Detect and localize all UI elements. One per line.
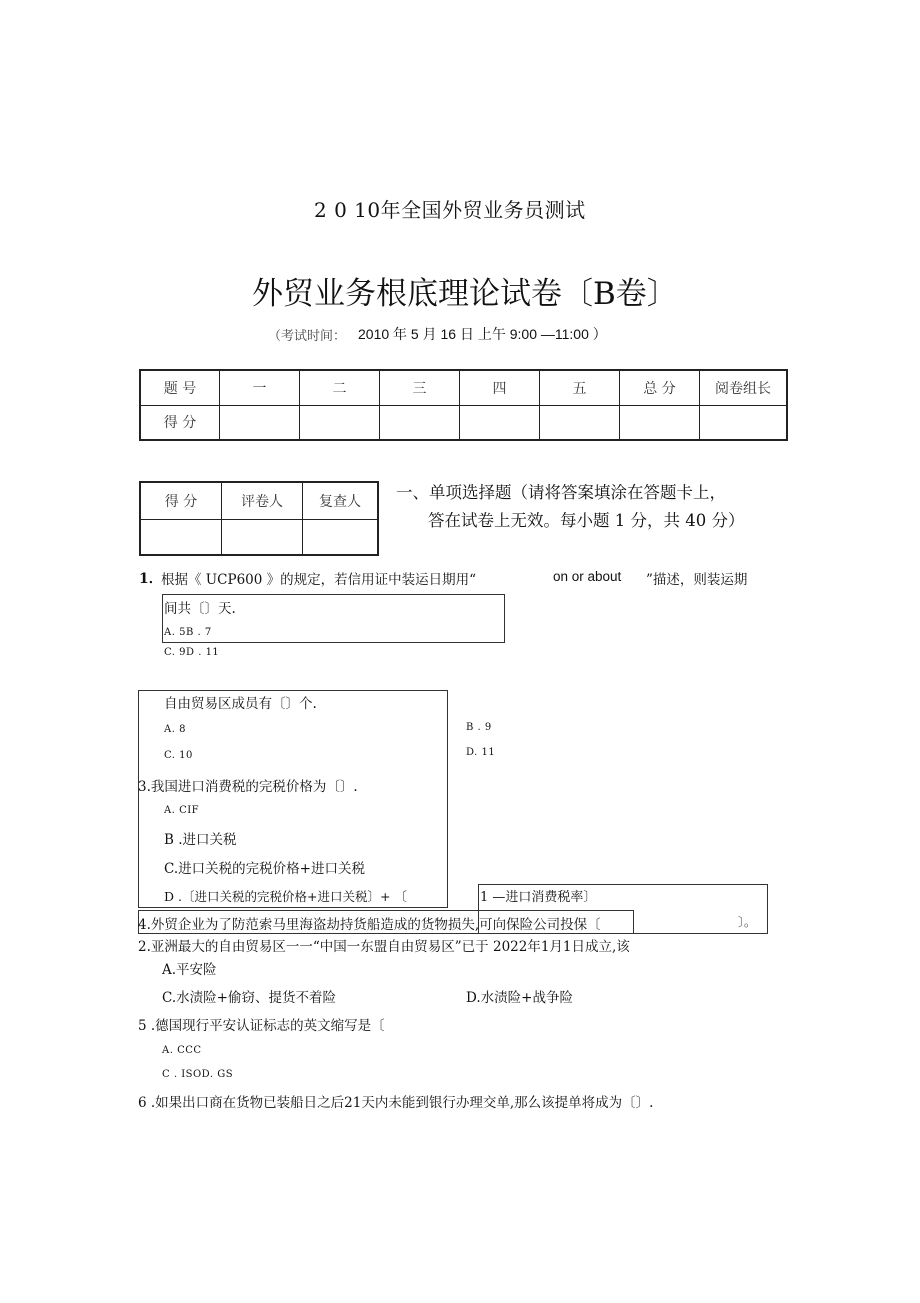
- question-4-option-c[interactable]: C.水渍险+偷窃、提货不着险: [162, 990, 336, 1006]
- question-3-option-c[interactable]: C.进口关税的完税价格+进口关税: [164, 861, 365, 877]
- grader-header-cell: 评卷人: [222, 482, 303, 519]
- question-1-text-end: ”描述，则装运期: [646, 572, 748, 588]
- question-2-option-c[interactable]: C. 10: [164, 750, 193, 761]
- question-2-option-a[interactable]: A. 8: [164, 724, 186, 735]
- score-header-cell: 二: [300, 370, 380, 405]
- question-4-text: 4.外贸企业为了防范索马里海盗劫持货船造成的货物损失,可向保险公司投保〔: [138, 917, 601, 933]
- score-cell[interactable]: [700, 405, 788, 440]
- score-header-cell: 题 号: [140, 370, 220, 405]
- question-3-option-a[interactable]: A. CIF: [164, 805, 200, 816]
- score-table: [139, 369, 788, 441]
- grader-cell[interactable]: [222, 519, 303, 555]
- question-1-number: 1．: [139, 571, 163, 587]
- question-1-option[interactable]: A. 5B . 7: [164, 627, 212, 638]
- question-1-english: on or about: [553, 569, 622, 584]
- question-4-tail: 〕。: [738, 915, 757, 929]
- score-header-cell: 阅卷组长: [700, 370, 788, 405]
- question-3-option-d[interactable]: D .〔进口关税的完税价格+进口关税〕+ 〔: [164, 889, 407, 904]
- question-2-option-b[interactable]: B . 9: [466, 722, 492, 733]
- score-header-cell: 四: [460, 370, 540, 405]
- score-cell[interactable]: [380, 405, 460, 440]
- score-cell[interactable]: [220, 405, 300, 440]
- grader-header-cell: 复查人: [303, 482, 379, 519]
- question-4-option-d[interactable]: D.水渍险+战争险: [466, 990, 573, 1006]
- grader-cell[interactable]: [140, 519, 222, 555]
- score-header-cell: 一: [220, 370, 300, 405]
- section-heading: 一、单项选择题（请将答案填涂在答题卡上，: [396, 483, 726, 502]
- score-header-cell: 三: [380, 370, 460, 405]
- question-3-option-b[interactable]: B .进口关税: [164, 832, 237, 848]
- question-1-text: 根据《 UCP600 》的规定，若信用证中装运日期用“: [161, 572, 477, 588]
- score-header-cell: 总 分: [620, 370, 700, 405]
- score-header-cell: 五: [540, 370, 620, 405]
- section-heading-line2: 答在试卷上无效。每小题 1 分，共 40 分）: [428, 511, 745, 530]
- question-3-text: 3.我国进口消费税的完税价格为〔〕.: [138, 779, 358, 795]
- question-1-option[interactable]: C. 9D . 11: [164, 647, 220, 658]
- question-1-text-line2: 间共〔〕天.: [164, 601, 236, 617]
- grader-header-cell: 得 分: [140, 482, 222, 519]
- question-2-option-d[interactable]: D. 11: [466, 747, 496, 758]
- question-5-option-c[interactable]: C . ISOD. GS: [162, 1069, 234, 1080]
- question-3-option-d-tail: 1 —进口消费税率〕: [480, 890, 597, 905]
- question-2-text: 2.亚洲最大的自由贸易区一一“中国一东盟自由贸易区”已于 2022年1月1日成立,该: [138, 939, 630, 955]
- paper-title: 外贸业务根底理论试卷〔B卷〕: [252, 276, 678, 312]
- exam-time: 2010 年 5 月 16 日 上午 9:00 —11:00 ）: [358, 326, 607, 342]
- question-5-option-a[interactable]: A. CCC: [162, 1045, 202, 1056]
- question-5-text: 5 .德国现行平安认证标志的英文缩写是〔: [138, 1018, 385, 1034]
- grader-cell[interactable]: [303, 519, 379, 555]
- score-cell[interactable]: [540, 405, 620, 440]
- exam-time-label: （考试时间：: [268, 329, 347, 344]
- score-cell[interactable]: [460, 405, 540, 440]
- question-4-option-a[interactable]: A.平安险: [162, 962, 217, 978]
- score-cell[interactable]: [300, 405, 380, 440]
- question-2-continued: 自由贸易区成员有〔〕个.: [164, 696, 317, 712]
- score-row-label: 得 分: [140, 405, 220, 440]
- question-6-text: 6 .如果出口商在货物已装船日之后21天内未能到银行办理交单,那么该提单将成为〔〕.: [138, 1095, 654, 1111]
- exam-title: 2 0 10年全国外贸业务员测试: [314, 198, 586, 222]
- grader-table: [139, 481, 379, 556]
- score-cell[interactable]: [620, 405, 700, 440]
